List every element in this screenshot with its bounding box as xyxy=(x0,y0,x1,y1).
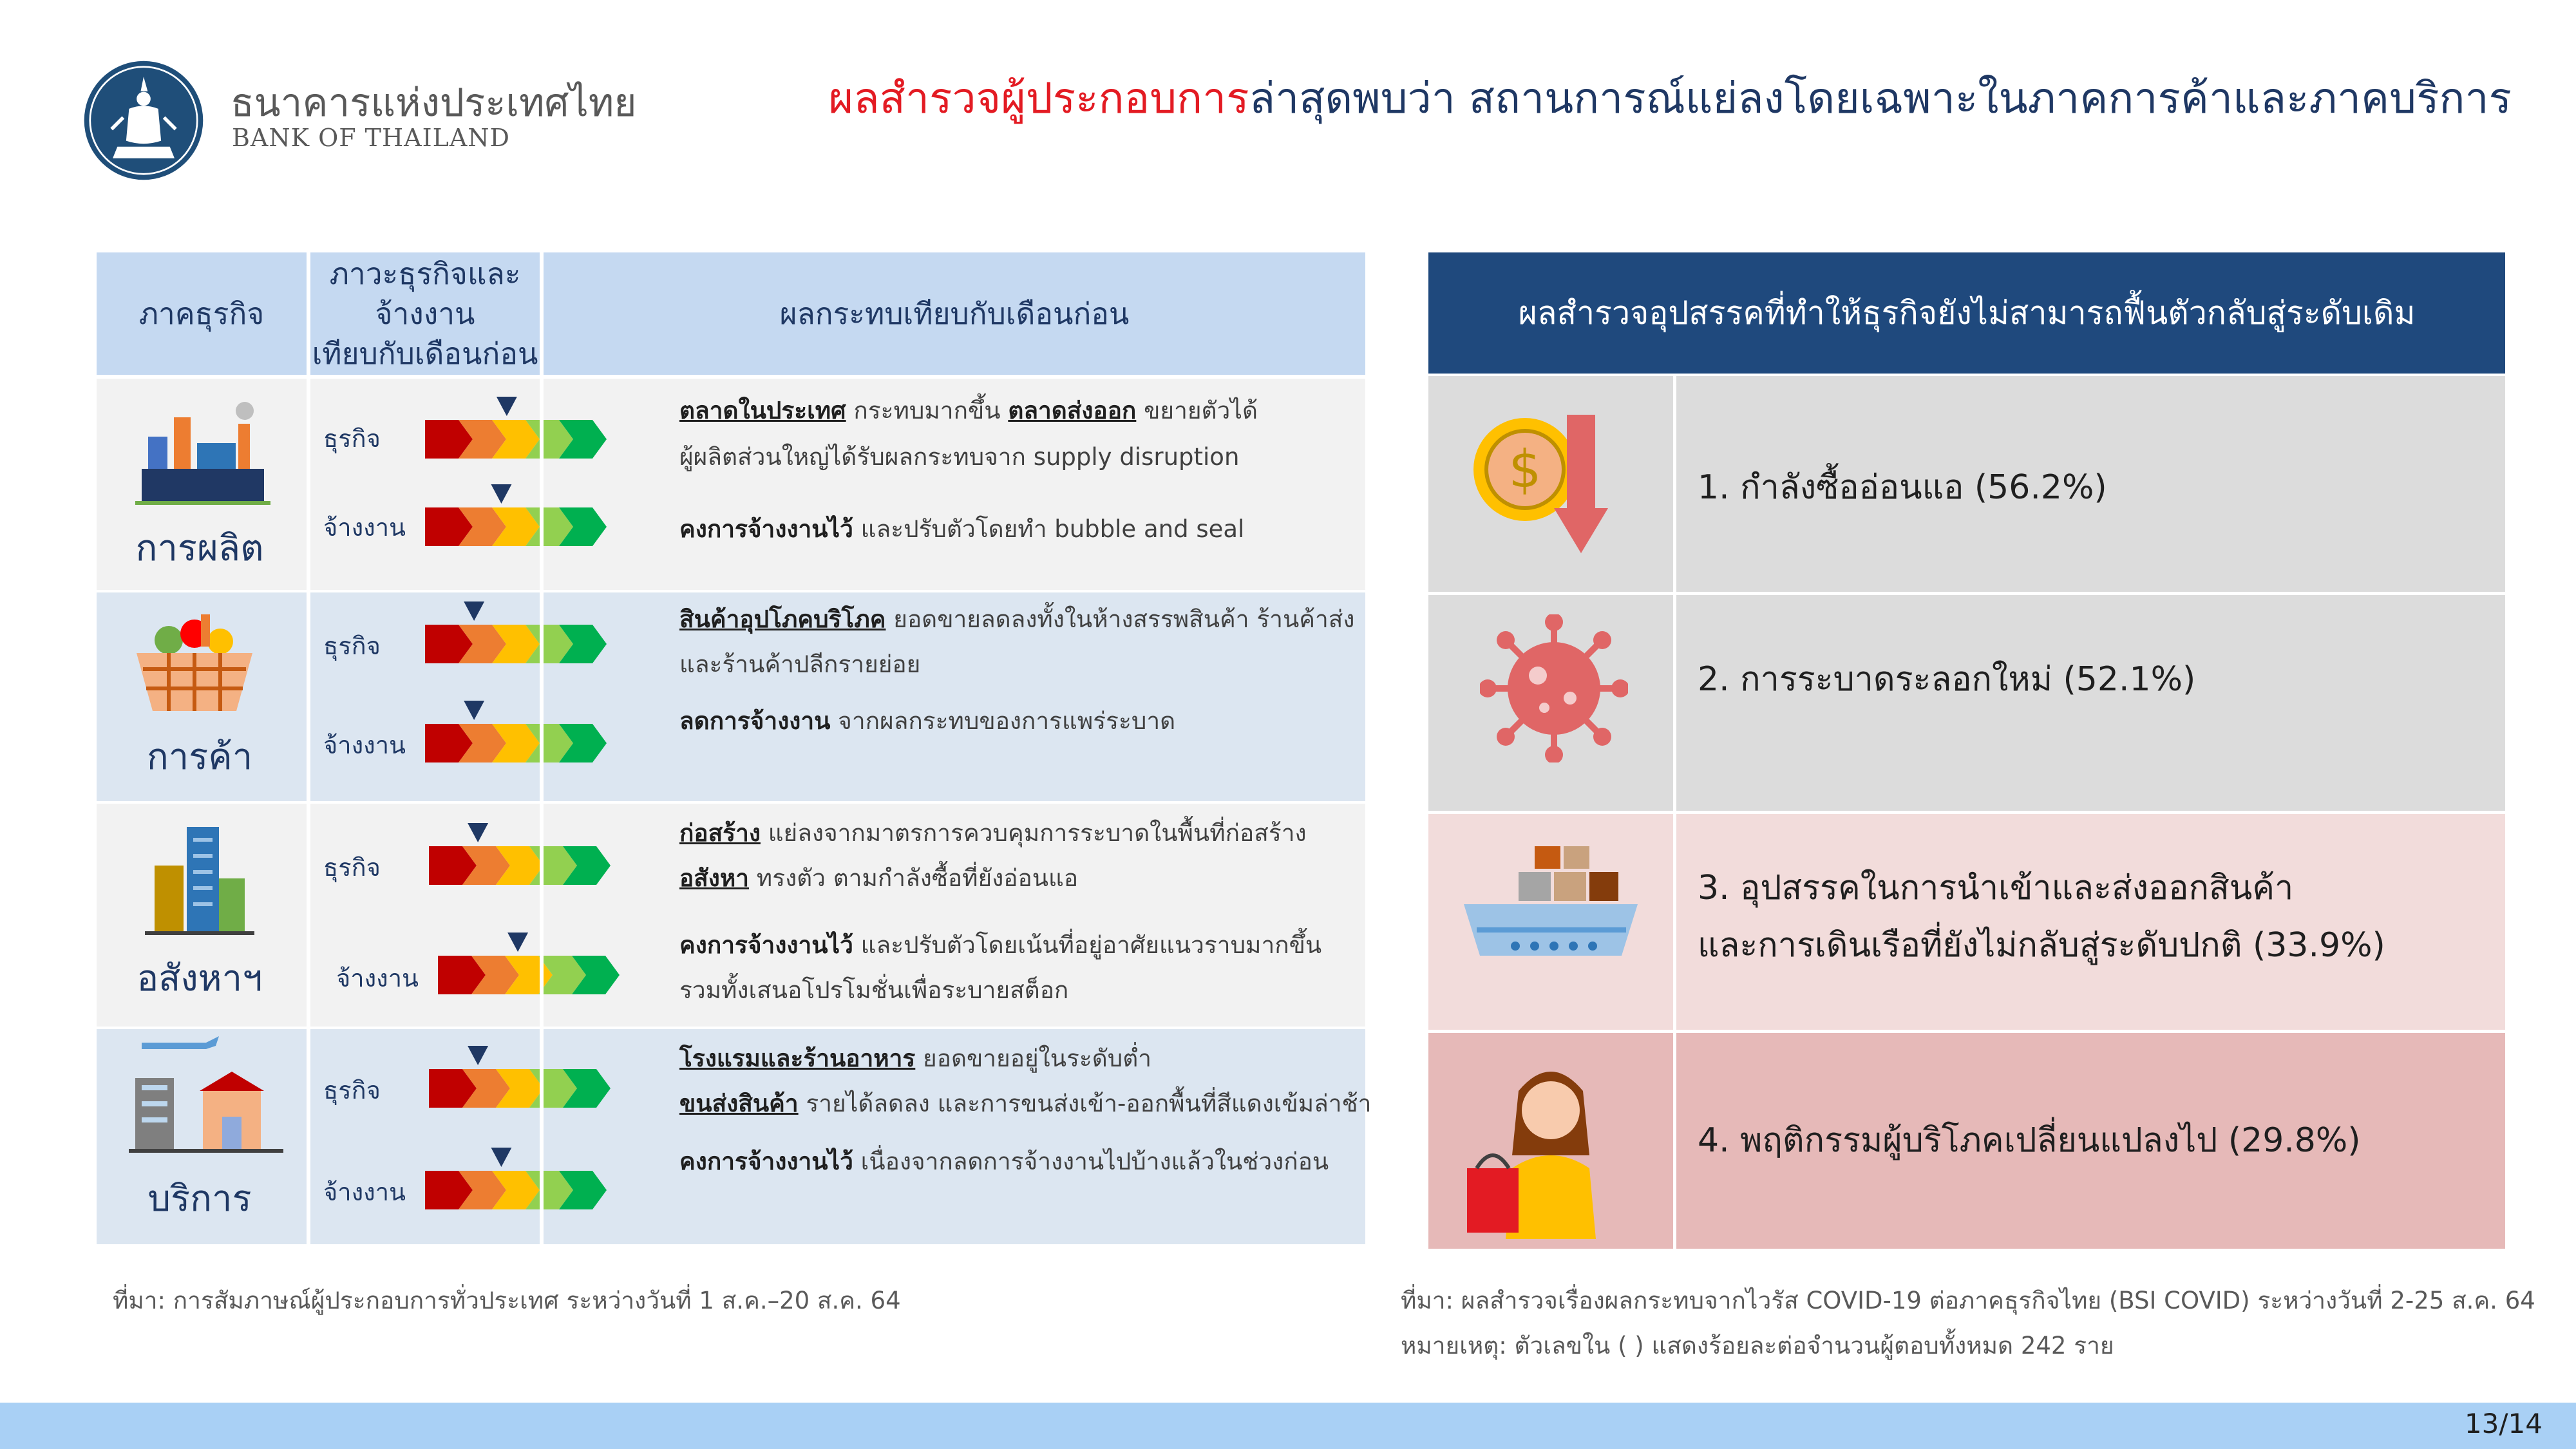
obstacle-row xyxy=(1428,814,2505,1030)
impact-line: คงการจ้างงานไว้ เนื่องจากลดการจ้างงานไปบ้างแล้วในช่วงก่อน xyxy=(679,1148,1329,1175)
business-gauge xyxy=(429,1043,612,1111)
impact-line: ก่อสร้าง แย่ลงจากมาตรการควบคุมการระบาดในพื้นที่ก่อสร้าง xyxy=(679,819,1307,847)
coin-down-arrow-icon xyxy=(1470,408,1625,563)
buildings-icon xyxy=(142,820,258,936)
employment-gauge xyxy=(425,698,609,766)
sector-name: บริการ xyxy=(147,1178,252,1220)
obstacle-table-header: ผลสำรวจอุปสรรคที่ทำให้ธุรกิจยังไม่สามารถฟื้นตัวกลับสู่ระดับเดิม xyxy=(1428,252,2505,374)
gauge-marker xyxy=(464,601,484,621)
impact-line: คงการจ้างงานไว้ และปรับตัวโดยเน้นที่อยู่อาศัยแนวราบมากขึ้น xyxy=(679,931,1322,959)
business-indicator-label: ธุรกิจ xyxy=(323,853,381,882)
page-title xyxy=(829,64,2512,132)
employment-gauge xyxy=(438,930,621,998)
obstacle-text: 2. การระบาดระลอกใหม่ (52.1%) xyxy=(1698,660,2196,699)
gauge-marker xyxy=(491,1148,511,1167)
obstacle-row xyxy=(1428,595,2505,811)
sector-impact-table xyxy=(97,252,1372,1244)
left-source-note: ที่มา: การสัมภาษณ์ผู้ประกอบการทั่วประเทศ ระหว่างวันที่ 1 ส.ค.–20 ส.ค. 64 xyxy=(113,1287,901,1314)
impact-line: และร้านค้าปลีกรายย่อย xyxy=(679,650,921,678)
impact-line: อสังหา ทรงตัว ตามกำลังซื้อที่ยังอ่อนแอ xyxy=(679,864,1079,892)
shopping-basket-icon xyxy=(130,608,259,717)
employment-indicator-label: จ้างงาน xyxy=(323,731,406,759)
footer-bar xyxy=(0,1403,2576,1449)
factory-icon xyxy=(135,398,270,507)
obstacle-row xyxy=(1428,376,2505,592)
hotel-shop-plane-icon xyxy=(129,1033,283,1155)
employment-indicator-label: จ้างงาน xyxy=(323,513,406,542)
bank-of-thailand-logo-icon xyxy=(76,59,211,182)
impact-line: สินค้าอุปโภคบริโภค ยอดขายลดลงทั้งในห้างสรรพสินค้า ร้านค้าส่ง xyxy=(679,605,1355,633)
business-indicator-label: ธุรกิจ xyxy=(323,1076,381,1104)
obstacle-row xyxy=(1428,1033,2505,1249)
sector-row-manufacturing xyxy=(97,379,1365,590)
cargo-ship-icon xyxy=(1457,840,1644,975)
business-indicator-label: ธุรกิจ xyxy=(323,424,381,453)
page-number: 13/14 xyxy=(2464,1408,2543,1439)
sector-row-real-estate xyxy=(97,804,1365,1027)
employment-indicator-label: จ้างงาน xyxy=(323,1178,406,1206)
impact-line: รวมทั้งเสนอโปรโมชั่นเพื่อระบายสต็อก xyxy=(679,976,1069,1004)
column-header-condition-line2: เทียบกับเดือนก่อน xyxy=(312,336,538,372)
column-header-condition xyxy=(310,252,540,375)
sector-row-services xyxy=(97,1029,1372,1244)
impact-line: ลดการจ้างงาน จากผลกระทบของการแพร่ระบาด xyxy=(679,707,1176,735)
employment-gauge xyxy=(425,482,609,549)
column-header-condition-line1: ภาวะธุรกิจและจ้างงาน xyxy=(329,256,521,331)
bank-name-english: BANK OF THAILAND xyxy=(232,124,511,152)
column-divider xyxy=(307,252,310,1244)
impact-line: ตลาดในประเทศ กระทบมากขึ้น ตลาดส่งออก ขยายตัวได้ xyxy=(679,397,1258,424)
svg-text:$: $ xyxy=(1508,439,1542,499)
virus-icon xyxy=(1480,614,1628,762)
shopper-woman-icon xyxy=(1454,1046,1647,1239)
obstacle-survey-table xyxy=(1428,252,2505,1257)
gauge-marker xyxy=(468,823,488,842)
sector-row-trade xyxy=(97,592,1365,801)
title-rest: ล่าสุดพบว่า สถานการณ์แย่ลงโดยเฉพาะในภาคการค้าและภาคบริการ xyxy=(1249,73,2512,123)
gauge-marker xyxy=(497,397,517,416)
column-header-sector: ภาคธุรกิจ xyxy=(97,252,307,375)
obstacle-text: 3. อุปสรรคในการนำเข้าและส่งออกสินค้า xyxy=(1698,869,2294,907)
obstacle-text: 4. พฤติกรรมผู้บริโภคเปลี่ยนแปลงไป (29.8%) xyxy=(1698,1121,2361,1160)
right-source-note: ที่มา: ผลสำรวจเรื่องผลกระทบจากไวรัส COVID-19 ต่อภาคธุรกิจไทย (BSI COVID) ระหว่างวันที่ 2-25 ส.ค. 64 xyxy=(1401,1287,2535,1314)
sector-name: อสังหาฯ xyxy=(137,958,263,999)
column-header-impact: ผลกระทบเทียบกับเดือนก่อน xyxy=(544,252,1365,375)
gauge-marker xyxy=(507,933,528,952)
gauge-marker xyxy=(491,484,511,504)
gauge-marker xyxy=(468,1046,488,1065)
bank-name-thai: ธนาคารแห่งประเทศไทย xyxy=(231,80,637,126)
impact-line: คงการจ้างงานไว้ และปรับตัวโดยทำ bubble and seal xyxy=(679,515,1245,543)
impact-line: ขนส่งสินค้า รายได้ลดลง และการขนส่งเข้า-ออกพื้นที่สีแดงเข้มล่าช้า xyxy=(679,1090,1372,1117)
employment-indicator-label: จ้างงาน xyxy=(336,964,419,992)
impact-line: ผู้ผลิตส่วนใหญ่ได้รับผลกระทบจาก supply disruption xyxy=(679,443,1240,471)
gauge-marker xyxy=(464,701,484,720)
employment-gauge xyxy=(425,1145,609,1213)
obstacle-text-line2: และการเดินเรือที่ยังไม่กลับสู่ระดับปกติ (33.9%) xyxy=(1698,926,2385,965)
obstacle-text: 1. กำลังซื้ออ่อนแอ (56.2%) xyxy=(1698,468,2107,507)
sector-name: การผลิต xyxy=(135,527,264,569)
title-highlight: ผลสำรวจผู้ประกอบการ xyxy=(828,73,1249,123)
column-divider xyxy=(540,252,544,1244)
business-gauge xyxy=(425,599,609,667)
impact-line: โรงแรมและร้านอาหาร ยอดขายอยู่ในระดับต่ำ xyxy=(679,1045,1152,1072)
right-remark-note: หมายเหตุ: ตัวเลขใน ( ) แสดงร้อยละต่อจำนวนผู้ตอบทั้งหมด 242 ราย xyxy=(1401,1332,2114,1359)
sector-name: การค้า xyxy=(146,736,253,778)
business-gauge xyxy=(425,394,609,462)
business-gauge xyxy=(429,820,612,888)
business-indicator-label: ธุรกิจ xyxy=(323,632,381,660)
